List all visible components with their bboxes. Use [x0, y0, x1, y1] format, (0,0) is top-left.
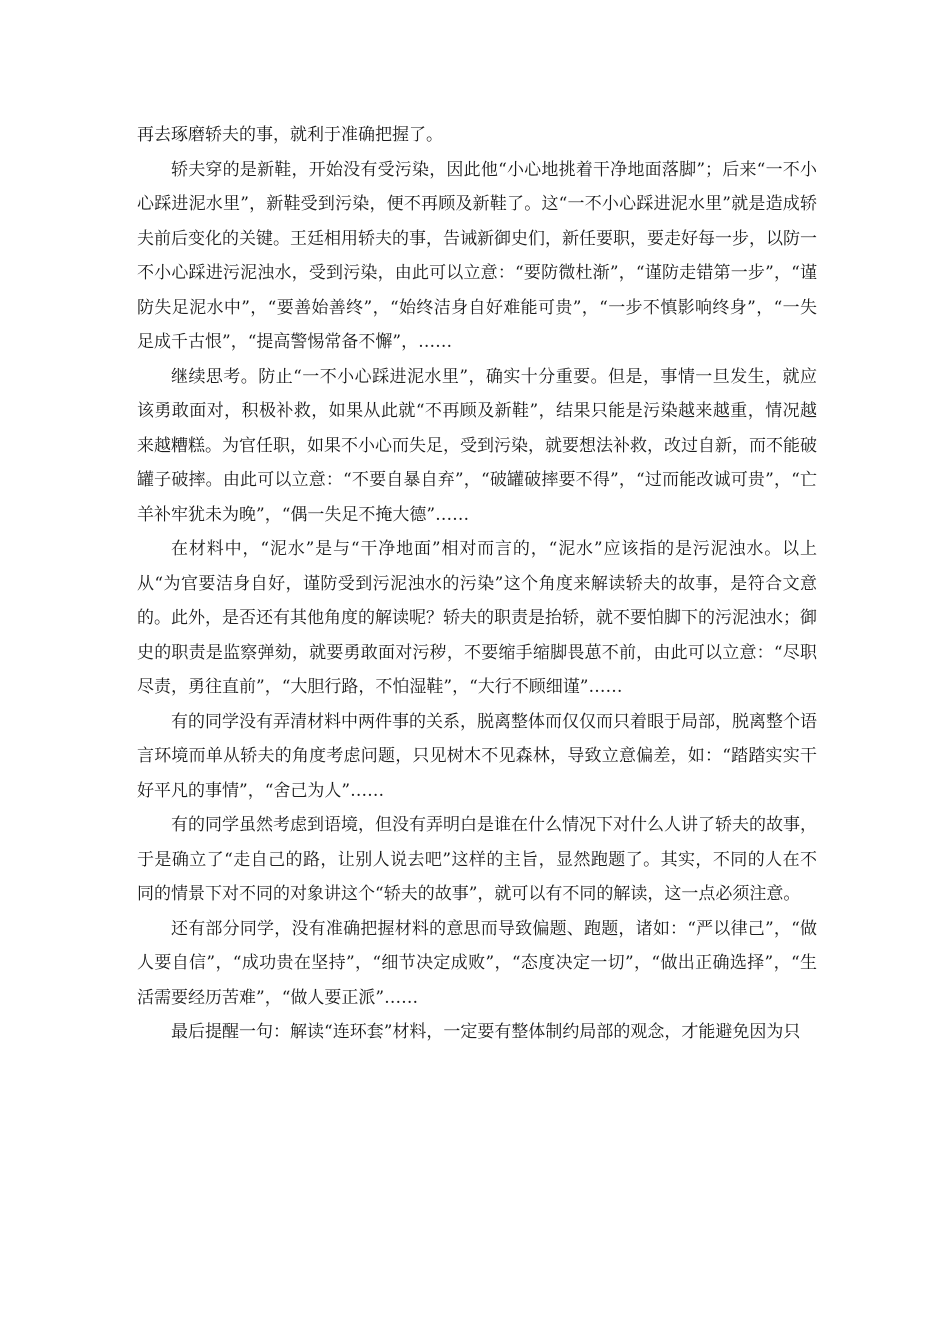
paragraph: 继续思考。防止“一不小心踩进泥水里”，确实十分重要。但是，事情一旦发生，就应该勇敢面对，积极补救，如果从此就“不再顾及新鞋”，结果只能是污染越来越重，情况越来越糟糕。为官任职，如果不小心而失足，受到污染，就要想法补救，改过自新，而不能破罐子破摔。由此可以立意：“不要自暴自弃”，“破罐破摔要不得”，“过而能改诚可贵”，“亡羊补牢犹未为晚”，“偶一失足不掩大德”…… [137, 366, 817, 525]
paragraph: 在材料中，“泥水”是与“干净地面”相对而言的，“泥水”应该指的是污泥浊水。以上从“为官要洁身自好，谨防受到污泥浊水的污染”这个角度来解读轿夫的故事，是符合文意的。此外，是否还有其他角度的解读呢？轿夫的职责是抬轿，就不要怕脚下的污泥浊水；御史的职责是监察弹劾，就要勇敢面对污秽，不要缩手缩脚畏葸不前，由此可以立意：“尽职尽责，勇往直前”，“大胆行路，不怕湿鞋”，“大行不顾细谨”…… [137, 539, 817, 697]
paragraph: 再去琢磨轿夫的事，就利于准确把握了。 [137, 125, 443, 145]
paragraph: 最后提醒一句：解读“连环套”材料，一定要有整体制约局部的观念，才能避免因为只 [171, 1022, 801, 1042]
paragraph: 轿夫穿的是新鞋，开始没有受污染，因此他“小心地挑着干净地面落脚”；后来“一不小心踩进泥水里”，新鞋受到污染，便不再顾及新鞋了。这“一不小心踩进泥水里”就是造成轿夫前后变化的关键。王廷相用轿夫的事，告诫新御史们，新任要职，要走好每一步，以防一不小心踩进污泥浊水，受到污染，由此可以立意：“要防微杜渐”，“谨防走错第一步”，“谨防失足泥水中”，“要善始善终”，“始终洁身自好难能可贵”，“一步不慎影响终身”，“一失足成千古恨”，“提高警惕常备不懈”，…… [137, 159, 817, 352]
paragraph: 有的同学没有弄清材料中两件事的关系，脱离整体而仅仅而只着眼于局部，脱离整个语言环境而单从轿夫的角度考虑问题，只见树木不见森林，导致立意偏差，如：“踏踏实实干好平凡的事情”，“舍己为人”…… [137, 711, 817, 801]
paragraph: 还有部分同学，没有准确把握材料的意思而导致偏题、跑题，诸如：“严以律己”，“做人要自信”，“成功贵在坚持”，“细节决定成败”，“态度决定一切”，“做出正确选择”，“生活需要经历苦难”，“做人要正派”…… [137, 918, 817, 1008]
document-page [137, 118, 817, 1050]
paragraph: 有的同学虽然考虑到语境，但没有弄明白是谁在什么情况下对什么人讲了轿夫的故事，于是确立了“走自己的路，让别人说去吧”这样的主旨，显然跑题了。其实，不同的人在不同的情景下对不同的对象讲这个“轿夫的故事”，就可以有不同的解读，这一点必须注意。 [137, 815, 817, 904]
